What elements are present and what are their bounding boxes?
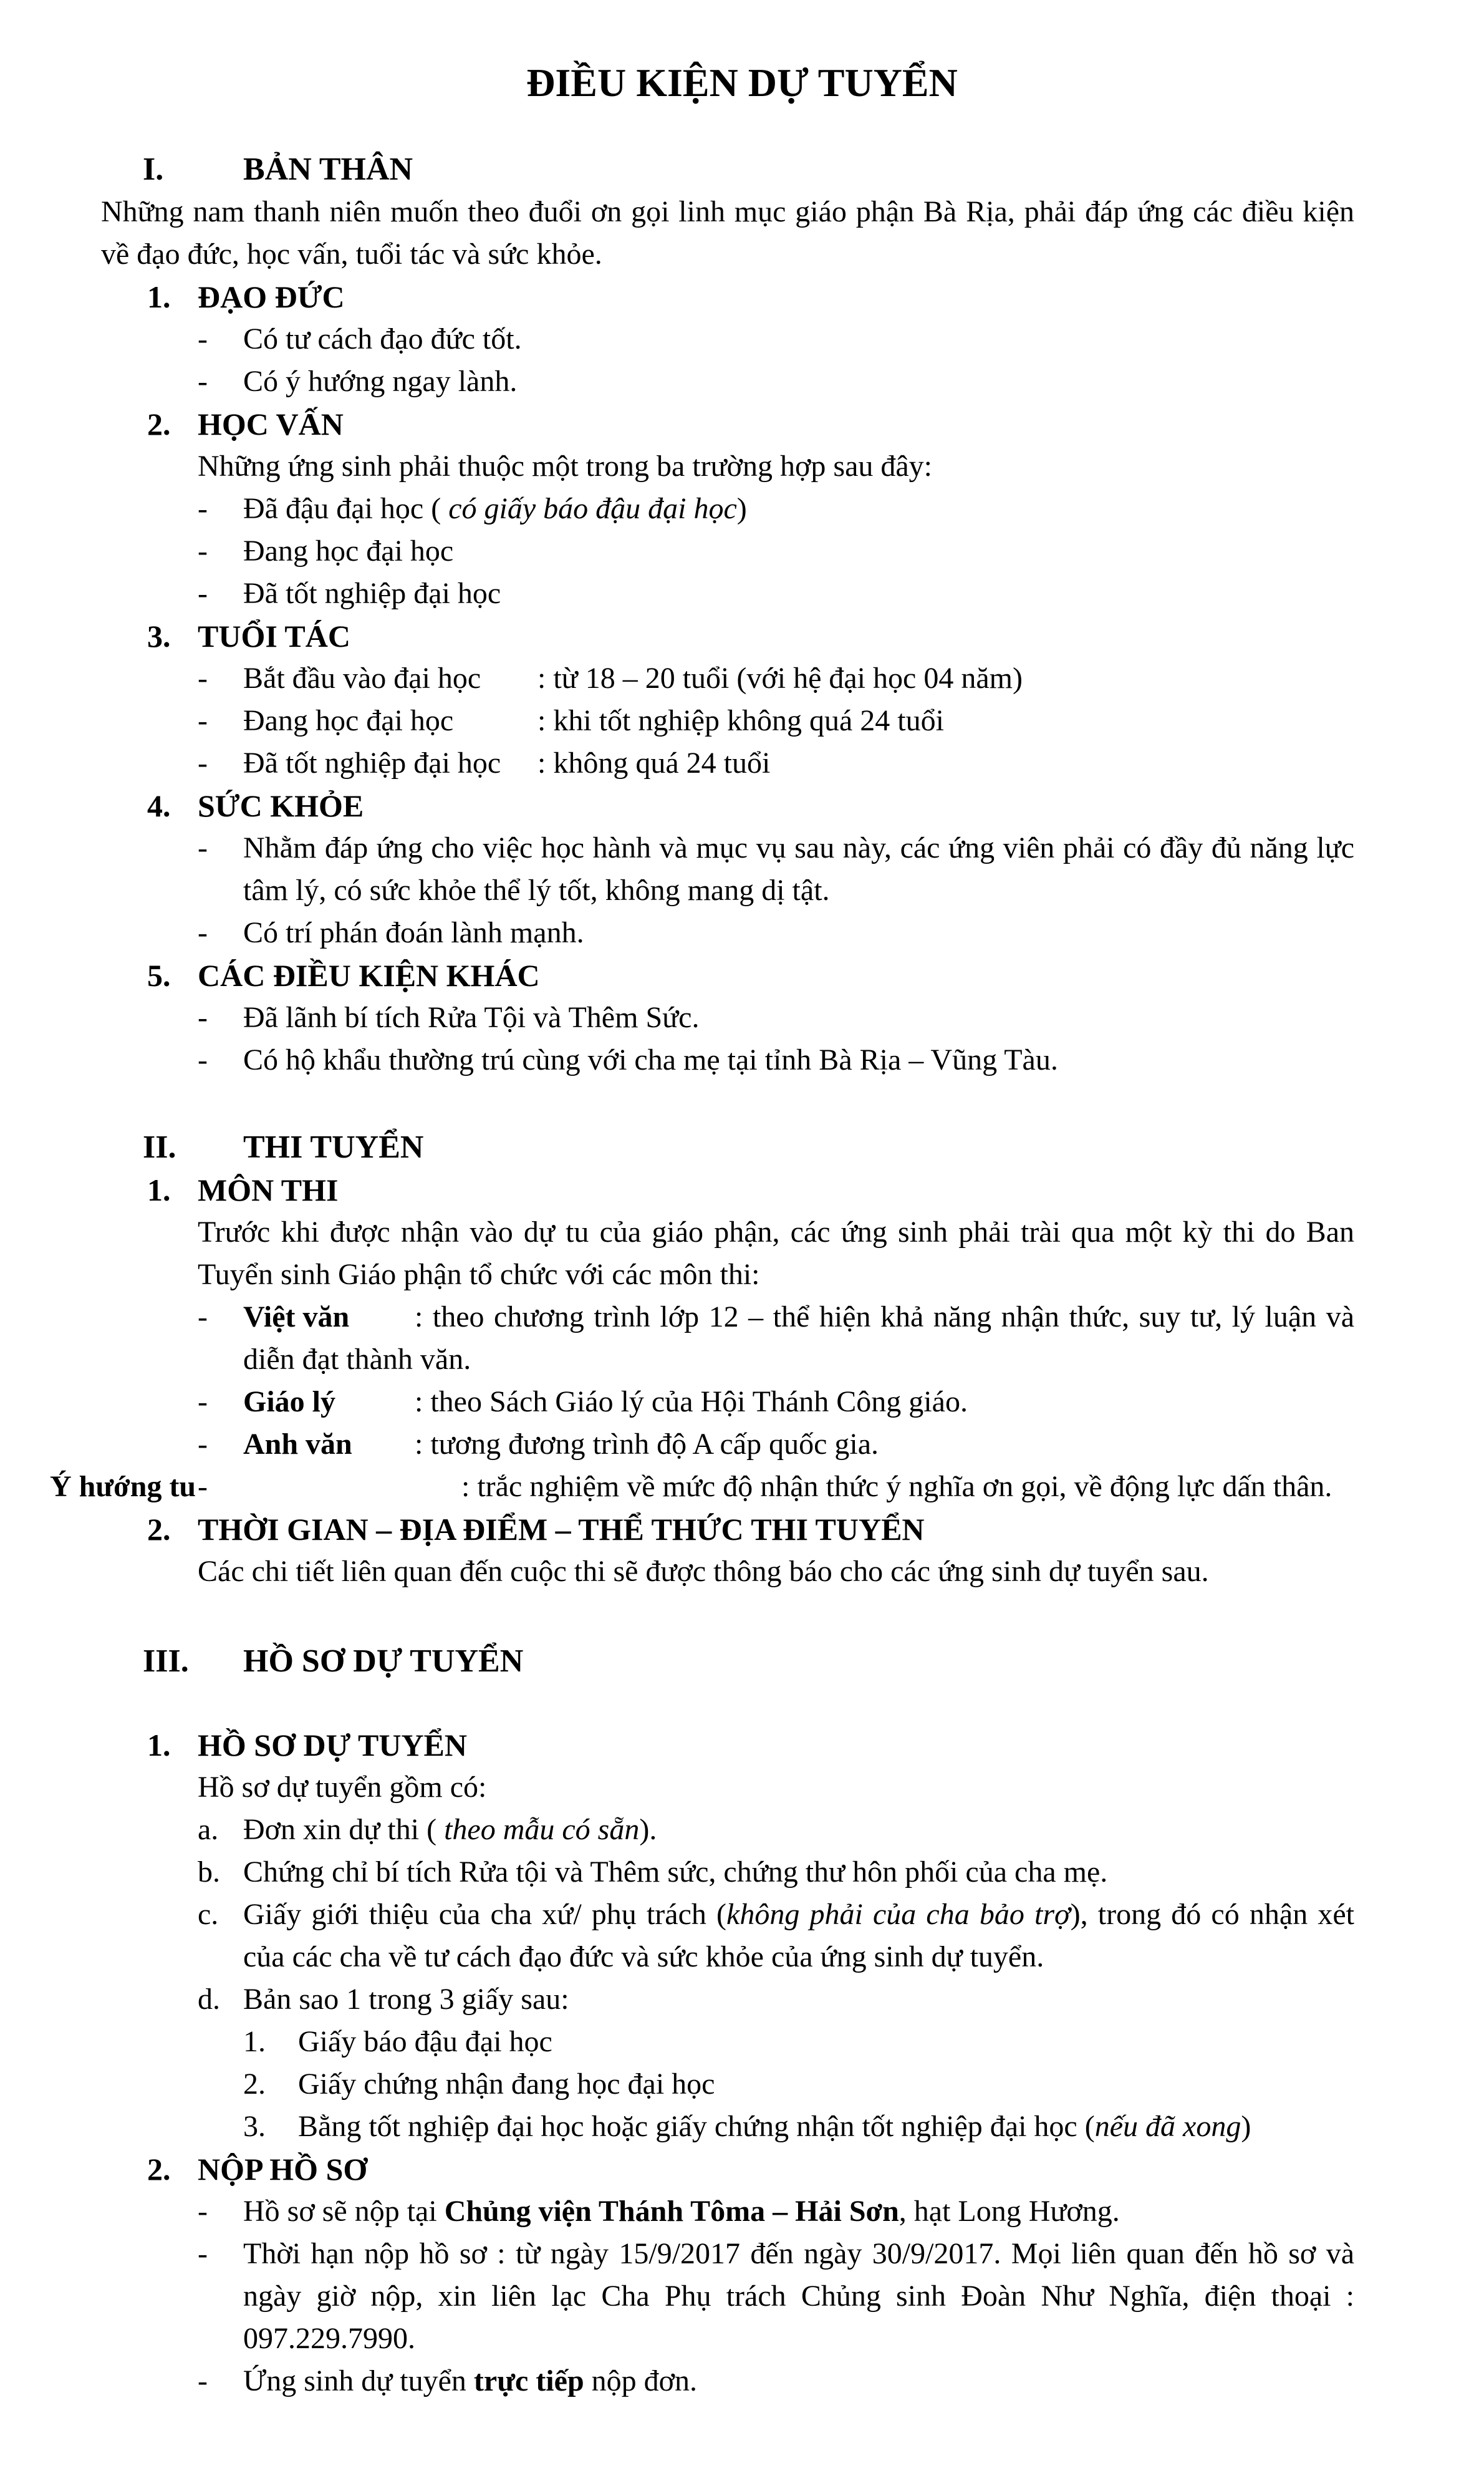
item-text-part: Bằng tốt nghiệp đại học hoặc giấy chứng nhận tốt nghiệp đại học ( <box>298 2110 1095 2143</box>
item-text-part: Đã đậu đại học ( <box>243 492 449 525</box>
item-text <box>243 1809 1354 1851</box>
item-text-part: Hồ sơ sẽ nộp tại <box>243 2195 445 2228</box>
dash-list-item <box>198 997 1354 1039</box>
item-text-part: Ứng sinh dự tuyển <box>243 2364 474 2397</box>
subject-label: Ý hướng tu <box>50 1470 196 1503</box>
subject-label: Việt văn <box>243 1300 350 1333</box>
item-text <box>243 2190 1354 2233</box>
dash-list-item <box>198 488 1354 530</box>
item-text: Có ý hướng ngay lành. <box>243 365 518 398</box>
item-text <box>243 2360 1354 2402</box>
paragraph: Những nam thanh niên muốn theo đuổi ơn gọi linh mục giáo phận Bà Rịa, phải đáp ứng các điều kiện về đạo đức, học vấn, tuổi tác và sức khỏe. <box>101 195 1354 271</box>
dash-list-item <box>198 360 1354 403</box>
paragraph: Những ứng sinh phải thuộc một trong ba trường hợp sau đây: <box>198 450 933 483</box>
item-text-part: Đơn xin dự thi ( <box>243 1813 445 1846</box>
dash-marker: - <box>198 2237 208 2270</box>
lettered-list-item <box>198 1978 1354 2021</box>
subsection-number: 4. <box>147 788 171 823</box>
lettered-list-item <box>198 1809 1354 1851</box>
number-marker: 1. <box>243 2025 266 2058</box>
dash-list-item <box>198 2360 1354 2402</box>
dash-list-item <box>198 1296 1354 1381</box>
dash-list-item <box>198 700 1354 742</box>
subsection-title: TUỔI TÁC <box>198 619 350 654</box>
dash-list-item <box>198 1039 1354 1081</box>
item-label: Đã tốt nghiệp đại học <box>243 747 501 780</box>
subsection-number: 5. <box>147 958 171 993</box>
subsection-title: THỜI GIAN – ĐỊA ĐIỂM – THỂ THỨC THI TUYỂN <box>198 1512 925 1547</box>
item-value: : từ 18 – 20 tuổi (với hệ đại học 04 năm) <box>537 662 1023 695</box>
item-text <box>243 1296 1354 1381</box>
dash-list-item <box>198 573 1354 615</box>
item-text: Đang học đại học <box>243 534 454 568</box>
lettered-list-item <box>198 1894 1354 1978</box>
dash-marker: - <box>198 322 208 355</box>
subsection-heading <box>147 615 1354 657</box>
dash-marker: - <box>198 2195 208 2228</box>
item-text-part: nộp đơn. <box>584 2364 698 2397</box>
dash-list-item <box>198 530 1354 573</box>
paragraph: Các chi tiết liên quan đến cuộc thi sẽ được thông báo cho các ứng sinh dự tuyển sau. <box>198 1555 1209 1588</box>
subsection-heading <box>147 1724 1354 1766</box>
numbered-list-item <box>243 2063 1354 2106</box>
number-marker: 3. <box>243 2110 266 2143</box>
item-text <box>243 1894 1354 1978</box>
item-value: : trắc nghiệm về mức độ nhận thức ý nghĩa ơn gọi, về động lực dấn thân. <box>461 1470 1332 1503</box>
subsection-number: 2. <box>147 2152 171 2187</box>
dash-list-item <box>50 1466 1354 1508</box>
letter-marker: d. <box>198 1983 220 2016</box>
dash-marker: - <box>198 1043 208 1076</box>
subsection-title: MÔN THI <box>198 1173 339 1207</box>
item-text-part: ) <box>736 492 747 525</box>
item-label: Đang học đại học <box>243 704 454 737</box>
bold-text: Chủng viện Thánh Tôma – Hải Sơn <box>444 2195 899 2228</box>
document-title: ĐIỀU KIỆN DỰ TUYỂN <box>526 60 958 105</box>
item-value: : theo Sách Giáo lý của Hội Thánh Công giáo. <box>415 1385 968 1418</box>
letter-marker: b. <box>198 1855 220 1889</box>
item-text <box>298 2106 1354 2148</box>
item-text-part: , hạt Long Hương. <box>899 2195 1120 2228</box>
numbered-list-item <box>243 2106 1354 2148</box>
letter-marker: a. <box>198 1813 219 1846</box>
item-text-part: ) <box>1241 2110 1251 2143</box>
dash-marker: - <box>198 662 208 695</box>
dash-list-item <box>198 1381 1354 1423</box>
item-label: Bắt đầu vào đại học <box>243 662 481 695</box>
item-text <box>50 1466 1354 1508</box>
italic-note: không phải của cha bảo trợ <box>726 1898 1071 1931</box>
subsection-title: ĐẠO ĐỨC <box>198 279 345 314</box>
italic-note: nếu đã xong <box>1094 2110 1241 2143</box>
dash-marker: - <box>198 747 208 780</box>
section-heading <box>143 1640 1354 1683</box>
item-text <box>243 700 1354 742</box>
item-text <box>243 742 1354 785</box>
dash-marker: - <box>198 1470 208 1503</box>
subject-label: Giáo lý <box>243 1385 336 1418</box>
section-number: I. <box>143 152 164 187</box>
dash-list-item <box>198 1423 1354 1466</box>
item-text: Bản sao 1 trong 3 giấy sau: <box>243 1983 569 2016</box>
italic-note: có giấy báo đậu đại học <box>448 492 737 525</box>
item-text: Có hộ khẩu thường trú cùng với cha mẹ tại tỉnh Bà Rịa – Vũng Tàu. <box>243 1043 1058 1076</box>
section-number: II. <box>143 1129 176 1165</box>
dash-marker: - <box>198 1001 208 1034</box>
item-text: Giấy báo đậu đại học <box>298 2025 552 2058</box>
item-text: Đã tốt nghiệp đại học <box>243 577 501 610</box>
paragraph: Trước khi được nhận vào dự tu của giáo phận, các ứng sinh phải trài qua một kỳ thi do Ban Tuyển sinh Giáo phận tổ chức với các môn thi: <box>198 1216 1354 1291</box>
subsection-number: 2. <box>147 1512 171 1547</box>
dash-marker: - <box>198 831 208 864</box>
lettered-list-item <box>198 1851 1354 1894</box>
item-text <box>243 657 1354 700</box>
subsection-heading <box>147 403 1354 445</box>
dash-marker: - <box>198 534 208 568</box>
dash-marker: - <box>198 1300 208 1333</box>
item-text-part: ), trong đó có nhận xét của các cha về tư cách đạo đức và sức khỏe của ứng sinh dự tuyển. <box>243 1898 1354 1973</box>
dash-marker: - <box>198 2364 208 2397</box>
subsection-title: SỨC KHỎE <box>198 788 364 823</box>
section-title: BẢN THÂN <box>243 152 413 187</box>
item-text: Đã lãnh bí tích Rửa Tội và Thêm Sức. <box>243 1001 700 1034</box>
dash-marker: - <box>198 365 208 398</box>
dash-marker: - <box>198 492 208 525</box>
item-text: Thời hạn nộp hồ sơ : từ ngày 15/9/2017 đến ngày 30/9/2017. Mọi liên quan đến hồ sơ và ngày giờ nộp, xin liên lạc Cha Phụ trách Chủng sinh Đoàn Như Nghĩa, điện thoại : 097.229.7990. <box>243 2237 1354 2355</box>
section-title: HỒ SƠ DỰ TUYỂN <box>243 1643 524 1679</box>
section-heading <box>143 148 1354 191</box>
subsection-heading <box>147 954 1354 997</box>
item-value: : không quá 24 tuổi <box>537 747 771 780</box>
item-text: Chứng chỉ bí tích Rửa tội và Thêm sức, chứng thư hôn phối của cha mẹ. <box>243 1855 1108 1889</box>
subsection-title: HỌC VẤN <box>198 407 344 442</box>
subsection-heading <box>147 1169 1354 1211</box>
paragraph: Hồ sơ dự tuyển gồm có: <box>198 1771 487 1804</box>
subsection-title: CÁC ĐIỀU KIỆN KHÁC <box>198 958 540 993</box>
bold-text: trực tiếp <box>473 2364 584 2397</box>
item-text <box>243 1381 1354 1423</box>
numbered-list-item <box>243 2021 1354 2063</box>
dash-list-item <box>198 827 1354 912</box>
subsection-number: 1. <box>147 279 171 314</box>
dash-marker: - <box>198 577 208 610</box>
item-value: : tương đương trình độ A cấp quốc gia. <box>415 1428 879 1461</box>
item-text <box>243 488 1354 530</box>
subsection-heading <box>147 276 1354 318</box>
dash-marker: - <box>198 1428 208 1461</box>
dash-marker: - <box>198 704 208 737</box>
letter-marker: c. <box>198 1898 219 1931</box>
dash-list-item <box>198 657 1354 700</box>
subject-label: Anh văn <box>243 1428 352 1461</box>
dash-list-item <box>198 2190 1354 2233</box>
item-text <box>243 1423 1354 1466</box>
subsection-title: HỒ SƠ DỰ TUYỂN <box>198 1728 468 1763</box>
dash-list-item <box>198 742 1354 785</box>
subsection-number: 1. <box>147 1728 171 1763</box>
dash-list-item <box>198 912 1354 954</box>
item-text-part: ). <box>639 1813 657 1846</box>
number-marker: 2. <box>243 2068 266 2101</box>
item-value: : khi tốt nghiệp không quá 24 tuổi <box>537 704 944 737</box>
subsection-heading <box>147 785 1354 827</box>
dash-marker: - <box>198 916 208 949</box>
section-heading <box>143 1126 1354 1169</box>
dash-list-item <box>198 2233 1354 2360</box>
subsection-number: 1. <box>147 1173 171 1207</box>
subsection-title: NỘP HỒ SƠ <box>198 2152 368 2187</box>
item-text: Có tư cách đạo đức tốt. <box>243 322 522 355</box>
item-text: Giấy chứng nhận đang học đại học <box>298 2068 715 2101</box>
subsection-number: 3. <box>147 619 171 654</box>
item-text-part: Giấy giới thiệu của cha xứ/ phụ trách ( <box>243 1898 727 1931</box>
dash-list-item <box>198 318 1354 360</box>
subsection-number: 2. <box>147 407 171 442</box>
italic-note: theo mẫu có sẵn <box>444 1813 640 1846</box>
item-text: Có trí phán đoán lành mạnh. <box>243 916 584 949</box>
section-number: III. <box>143 1643 189 1679</box>
dash-marker: - <box>198 1385 208 1418</box>
item-text: Nhằm đáp ứng cho việc học hành và mục vụ sau này, các ứng viên phải có đầy đủ năng lực tâm lý, có sức khỏe thể lý tốt, không mang dị tật. <box>243 831 1354 907</box>
section-title: THI TUYỂN <box>243 1129 424 1165</box>
subsection-heading <box>147 2148 1354 2190</box>
item-value: : theo chương trình lớp 12 – thể hiện khả năng nhận thức, suy tư, lý luận và diễn đạt thành văn. <box>243 1300 1354 1376</box>
subsection-heading <box>147 1508 1354 1550</box>
